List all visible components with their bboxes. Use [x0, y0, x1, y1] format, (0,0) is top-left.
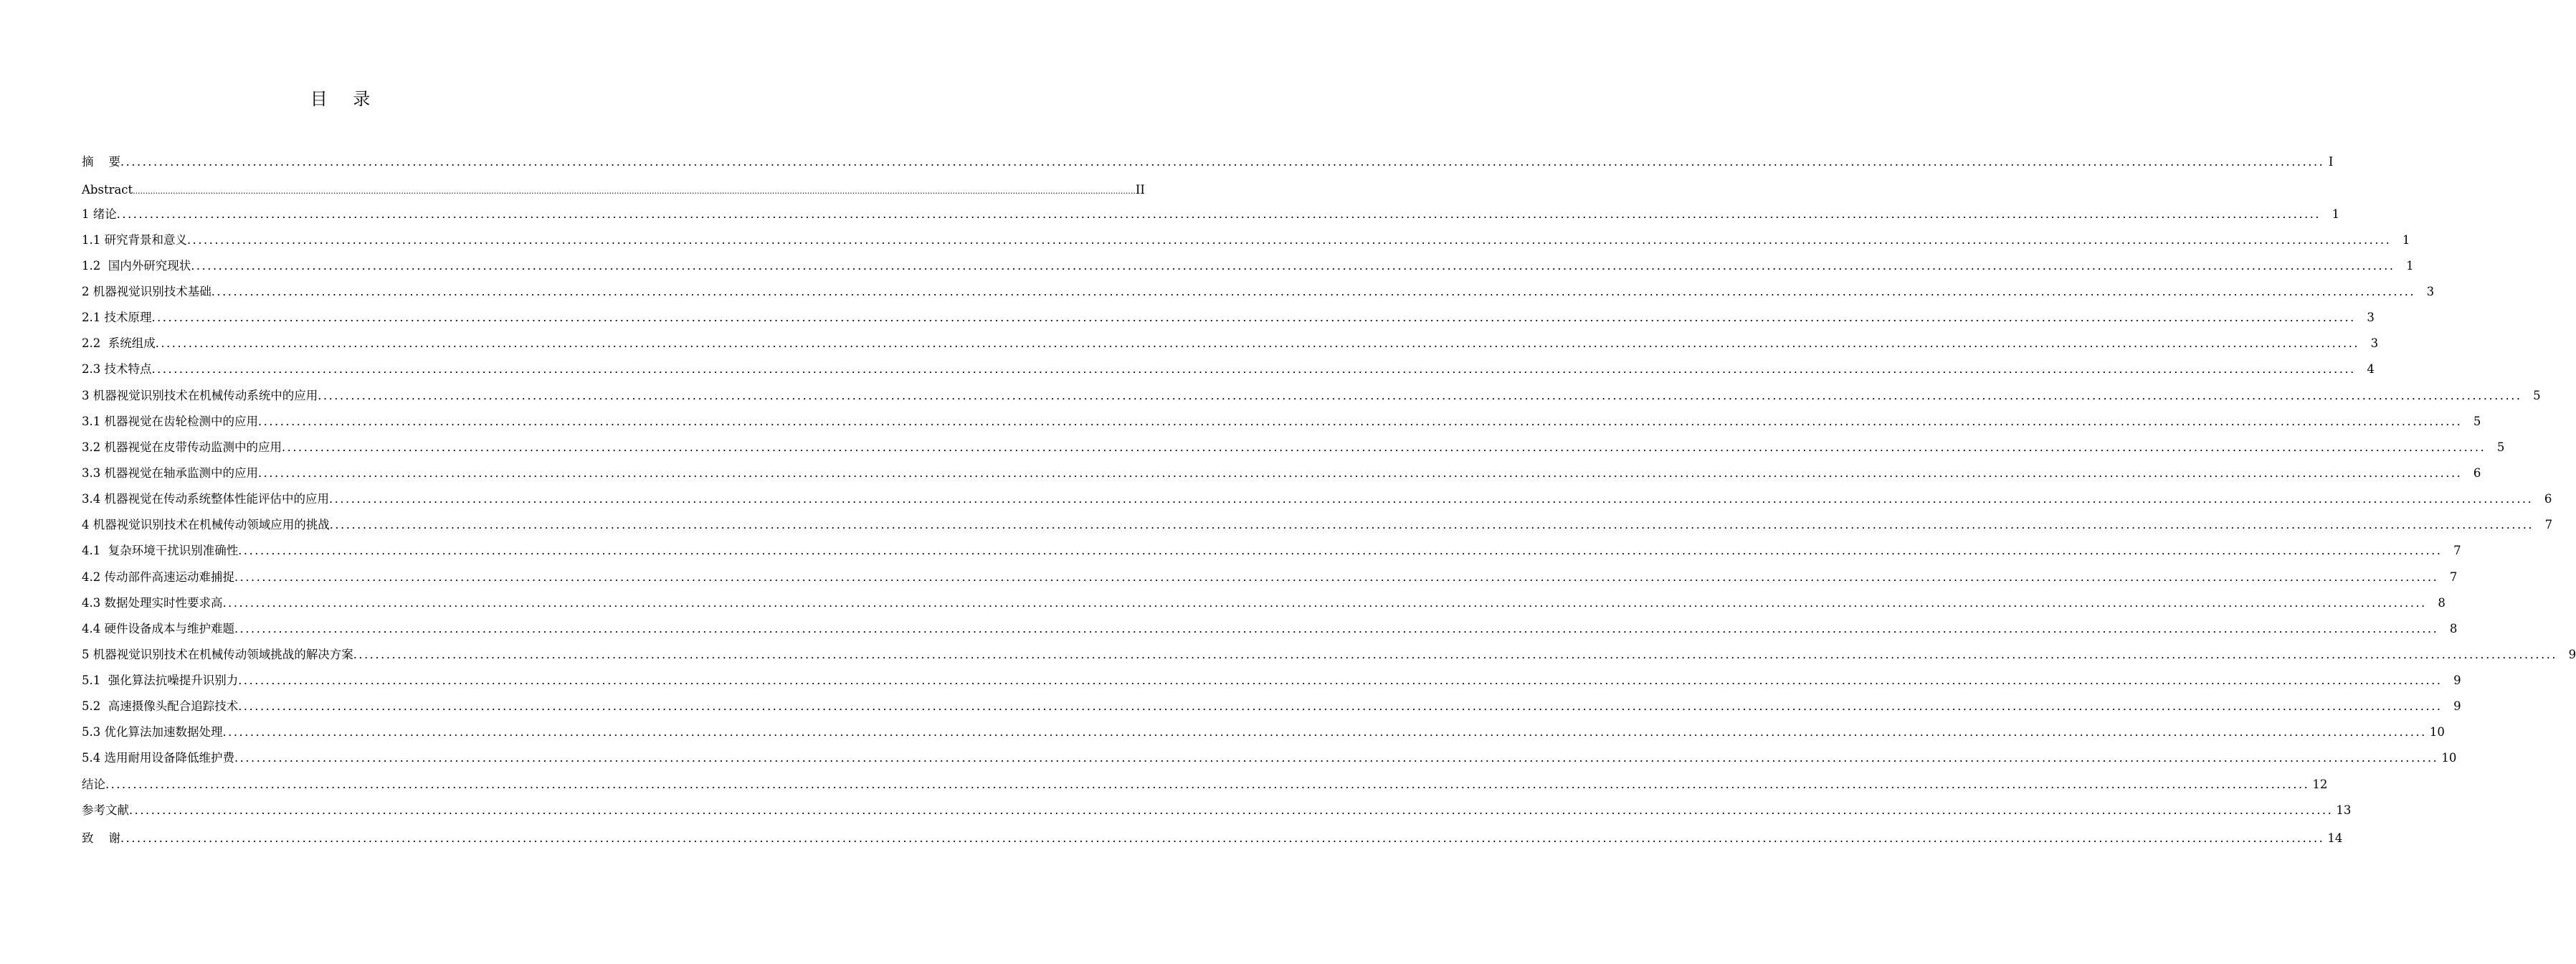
toc-entry-page: 12 [2312, 778, 2328, 791]
toc-entry-title: 4 机器视觉识别技术在机械传动领域应用的挑战 [82, 518, 330, 531]
toc-entry-page: 3 [2370, 336, 2379, 350]
toc-entry[interactable] [82, 206, 2340, 223]
toc-entry-page: 6 [2473, 466, 2481, 480]
toc-leader-dots: ................................................................................................................................................................................................................................................................................................................................................................................................................ [234, 622, 2439, 635]
toc-entry-title: 3.3 机器视觉在轴承监测中的应用 [82, 466, 258, 480]
toc-entry-page: 9 [2568, 648, 2576, 661]
table-of-contents [82, 0, 2576, 964]
toc-leader-dots: ................................................................................................................................................................................................................................................................................................................................................................................................................ [238, 699, 2443, 713]
toc-entry[interactable] [82, 672, 2461, 689]
toc-entry[interactable] [82, 698, 2461, 715]
toc-entry-title: 1.2 国内外研究现状 [82, 259, 191, 273]
toc-entry[interactable] [82, 232, 2410, 249]
toc-leader-dots: ................................................................................................................................................................................................................................................................................................................................................................................................................ [318, 389, 2522, 402]
toc-entry[interactable] [82, 750, 2457, 767]
toc-entry[interactable] [82, 491, 2552, 508]
toc-leader-dots: ................................................................................................................................................................................................................................................................................................................................................................................................................ [234, 751, 2439, 765]
toc-entry-page: 7 [2453, 544, 2461, 557]
toc-entry[interactable] [82, 335, 2379, 352]
toc-entry-title: 2.2 系统组成 [82, 336, 156, 350]
toc-entry[interactable] [82, 516, 2553, 534]
toc-entry-page: I [2328, 155, 2334, 169]
toc-entry[interactable] [82, 413, 2481, 430]
toc-entry-title: 5.2 高速摄像头配合追踪技术 [82, 699, 239, 713]
toc-leader-dots: ................................................................................................................................................................................................................................................................................................................................................................................................................ [238, 544, 2443, 557]
toc-entry-title: 1 绪论 [82, 207, 117, 221]
toc-entry-page: 1 [2402, 233, 2410, 247]
toc-leader-dots: ................................................................................................................................................................................................................................................................................................................................................................................................................ [222, 725, 2427, 739]
toc-leader-dots: ................................................................................................................................................................................................................................................................................................................................................................................................................ [258, 415, 2463, 428]
toc-leader-dots: ................................................................................................................................................................................................................................................................................................................................................................................................................ [116, 207, 2321, 221]
toc-entry[interactable] [82, 776, 2328, 793]
toc-leader-dots: ................................................................................................................................................................................................................................................................................................................................................................................................................ [151, 311, 2356, 324]
toc-entry-page: 1 [2332, 207, 2340, 221]
toc-entry-title: Abstract [82, 183, 133, 197]
toc-entry-title: 参考文献 [82, 803, 129, 817]
toc-entry[interactable] [82, 646, 2576, 663]
toc-entry[interactable] [82, 309, 2375, 326]
toc-entry[interactable] [82, 387, 2541, 405]
toc-entry-page: 5 [2533, 389, 2541, 402]
toc-entry-title: 4.3 数据处理实时性要求高 [82, 596, 223, 610]
toc-entry-page: 3 [2367, 311, 2375, 324]
toc-entry[interactable] [82, 802, 2352, 819]
toc-entry-title: 5 机器视觉识别技术在机械传动领域挑战的解决方案 [82, 648, 353, 661]
toc-entry[interactable] [82, 830, 2343, 847]
toc-entry-page: 8 [2449, 622, 2458, 635]
toc-entry-title: 摘 要 [82, 155, 120, 169]
toc-entry[interactable] [82, 257, 2414, 275]
toc-entry-title: 2.1 技术原理 [82, 311, 152, 324]
toc-leader-dots: ................................................................................................................................................................................................................................................................................................................................................................................................................ [151, 362, 2356, 376]
toc-entry-page: 4 [2367, 362, 2375, 376]
toc-entry-title: 3 机器视觉识别技术在机械传动系统中的应用 [82, 389, 318, 402]
toc-entry[interactable] [82, 542, 2461, 559]
toc-entry-page: 10 [2441, 751, 2457, 765]
toc-leader-dots: ................................................................................................................................................................................................................................................................................................................................................................................................................ [353, 648, 2558, 661]
toc-leader-dots: ................................................................................................................................................................................................................................................................................................................................................................................................................ [222, 596, 2427, 610]
toc-leader-dots: ................................................................................................................................................................................................................................................................................................................................................................................................................ [120, 155, 2325, 169]
toc-entry-title: 1.1 研究背景和意义 [82, 233, 187, 247]
toc-entry-title: 致 谢 [82, 831, 120, 845]
toc-entry-title: 4.1 复杂环境干扰识别准确性 [82, 544, 239, 557]
toc-entry-page: 5 [2496, 440, 2505, 454]
toc-leader-dots: ................................................................................................................................................................................................................................................................................................................................................................................................................ [187, 233, 2392, 247]
toc-leader-dots: ................................................................................................................................................................................................................................................................................................................................................................................................................ [329, 518, 2534, 531]
toc-entry-title: 结论 [82, 778, 105, 791]
toc-entry-title: 4.4 硬件设备成本与维护难题 [82, 622, 234, 635]
toc-leader-dots: ................................................................................................................................................................................................................................................................................................................................................................................................................ [129, 803, 2334, 817]
toc-entry-page: 13 [2336, 803, 2352, 817]
toc-entry-title: 3.2 机器视觉在皮带传动监测中的应用 [82, 440, 282, 454]
toc-entry-title: 2.3 技术特点 [82, 362, 152, 376]
toc-entry-page: 7 [2449, 570, 2458, 584]
toc-entry-page: 14 [2327, 831, 2343, 845]
toc-entry[interactable] [82, 595, 2446, 612]
toc-leader-dots: ................................................................................................................................................................................................................................................................................................................................................................................................................ [191, 259, 2395, 273]
toc-entry-title: 3.4 机器视觉在传动系统整体性能评估中的应用 [82, 492, 329, 506]
toc-entry-page: 9 [2453, 674, 2461, 687]
toc-entry-page: 9 [2453, 699, 2461, 713]
toc-leader-dots: ................................................................................................................................................................................................................................................................................................................................................................................................................ [238, 674, 2443, 687]
toc-entry-page: 8 [2438, 596, 2446, 610]
toc-leader-dots: ................................................................................................................................................................................................................................................................................................................................................................................................................ [234, 570, 2439, 584]
toc-leader-dots: ................................................................................................................................................................................................................................................................................................................................................................................................................ [258, 466, 2463, 480]
toc-leader-dots: ................................................................................................................................................................................................................................................................................................................................................................................................................ [105, 778, 2310, 791]
toc-entry[interactable] [82, 283, 2435, 301]
toc-leader-dots: ................................................................................................................................................................................................................................................................................................................................................................................................................ [155, 336, 2360, 350]
toc-entry-page: 5 [2473, 415, 2481, 428]
page-title: 目 录 [310, 89, 371, 109]
toc-entry[interactable] [82, 361, 2375, 378]
toc-entry-page: 10 [2429, 725, 2445, 739]
toc-entry[interactable] [82, 181, 1145, 199]
toc-entry[interactable] [82, 465, 2481, 482]
toc-entry[interactable] [82, 439, 2505, 456]
toc-leader-dots: ................................................................................................................................................................................................................................................................................................................................................................................................................ [329, 492, 2534, 506]
toc-entry-title: 5.4 选用耐用设备降低维护费 [82, 751, 234, 765]
toc-leader-dots: ................................................................................................................................................................................................................................................................................................................................................................................................................ [120, 831, 2325, 845]
toc-leader-dots: ................................................................................................................................................................................................................................................................................................................................................................................................................ [133, 186, 1136, 196]
toc-entry[interactable] [82, 724, 2445, 741]
toc-entry-title: 5.3 优化算法加速数据处理 [82, 725, 223, 739]
toc-entry-page: 6 [2544, 492, 2552, 506]
toc-entry-title: 4.2 传动部件高速运动难捕捉 [82, 570, 234, 584]
toc-entry-page: 1 [2406, 259, 2414, 273]
toc-entry-title: 3.1 机器视觉在齿轮检测中的应用 [82, 415, 258, 428]
toc-leader-dots: ................................................................................................................................................................................................................................................................................................................................................................................................................ [211, 285, 2416, 298]
toc-entry[interactable] [82, 569, 2458, 586]
toc-entry[interactable] [82, 153, 2334, 171]
toc-leader-dots: ................................................................................................................................................................................................................................................................................................................................................................................................................ [282, 440, 2486, 454]
toc-entry-page: 3 [2426, 285, 2435, 298]
toc-entry-page: 7 [2544, 518, 2553, 531]
toc-entry-page: II [1135, 183, 1145, 197]
toc-entry-title: 2 机器视觉识别技术基础 [82, 285, 212, 298]
toc-entry-title: 5.1 强化算法抗噪提升识别力 [82, 674, 239, 687]
toc-entry[interactable] [82, 620, 2458, 638]
